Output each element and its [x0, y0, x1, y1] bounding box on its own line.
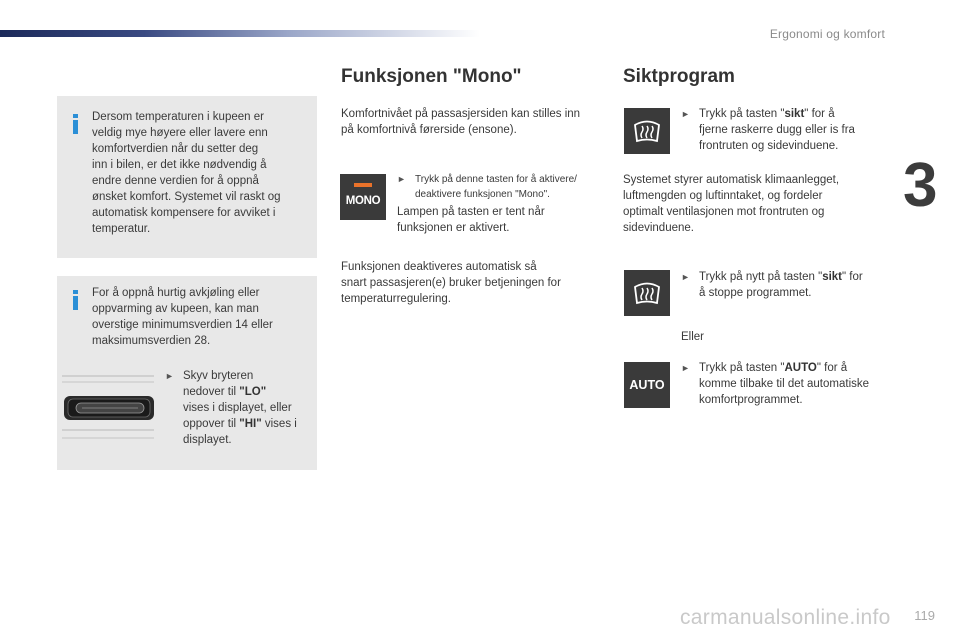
- mono-title: Funksjonen "Mono": [341, 66, 522, 87]
- watermark: carmanualsonline.info: [680, 606, 891, 629]
- sikt-title: Siktprogram: [623, 66, 735, 87]
- mono-step: ► Trykk på denne tasten for å aktivere/ deaktivere funksjonen "Mono".: [397, 174, 577, 200]
- defrost-button-icon-2: [624, 270, 670, 316]
- info-box-cooling: [57, 276, 317, 470]
- mono-button-icon: MONO: [340, 174, 386, 220]
- page-number: 119: [914, 608, 935, 623]
- defrost-button-icon: [624, 108, 670, 154]
- switch-step: ► Skyv bryteren nedover til "LO" vises i displayet, eller oppover til "HI" vises i displayet.: [165, 370, 297, 446]
- mono-lamp-text: Lampen på tasten er tent når funksjonen er aktivert.: [397, 206, 545, 234]
- info-text-temperature: Dersom temperaturen i kupeen er veldig mye høyere eller lavere enn komfortverdien når du setter deg inn i bilen, er det ikke nødvendig å endre denne verdien for å oppnå ønsket komfort. Systemet vil raskt og automatisk kompensere for avviket i temperatur.: [92, 111, 281, 235]
- section-title: Ergonomi og komfort: [769, 27, 885, 41]
- sikt-step-auto: ► Trykk på tasten "AUTO" for å komme tilbake til det automatiske komfortprogrammet.: [681, 362, 870, 406]
- sikt-step-start: ► Trykk på tasten "sikt" for å fjerne raskerre dugg eller is fra frontruten og sidevinduene.: [681, 108, 855, 152]
- info-icon: [73, 290, 78, 310]
- temperature-switch-illustration: [62, 372, 160, 446]
- info-icon: [73, 114, 78, 134]
- sikt-step-stop: ► Trykk på nytt på tasten "sikt" for å stoppe programmet.: [681, 271, 863, 299]
- mono-deactivate-text: Funksjonen deaktiveres automatisk så snart passasjeren(e) bruker betjeningen for temperaturregulering.: [341, 261, 561, 305]
- chapter-number: 3: [903, 151, 938, 220]
- info-text-cooling: For å oppnå hurtig avkjøling eller oppvarming av kupeen, kan man overstige minimumsverdien 14 eller maksimumsverdien 28.: [92, 287, 273, 347]
- info-box-temperature: [57, 96, 317, 258]
- or-text: Eller: [681, 331, 705, 343]
- header-bar: [0, 30, 480, 37]
- auto-button-icon: AUTO: [624, 362, 670, 408]
- sikt-description: Systemet styrer automatisk klimaanlegget, luftmengden og luftinntaket, og fordeler optimalt ventilasjonen mot frontruten og sidevinduene.: [623, 174, 840, 234]
- mono-intro: Komfortnivået på passasjersiden kan stilles inn på komfortnivå førerside (ensone).: [341, 108, 581, 136]
